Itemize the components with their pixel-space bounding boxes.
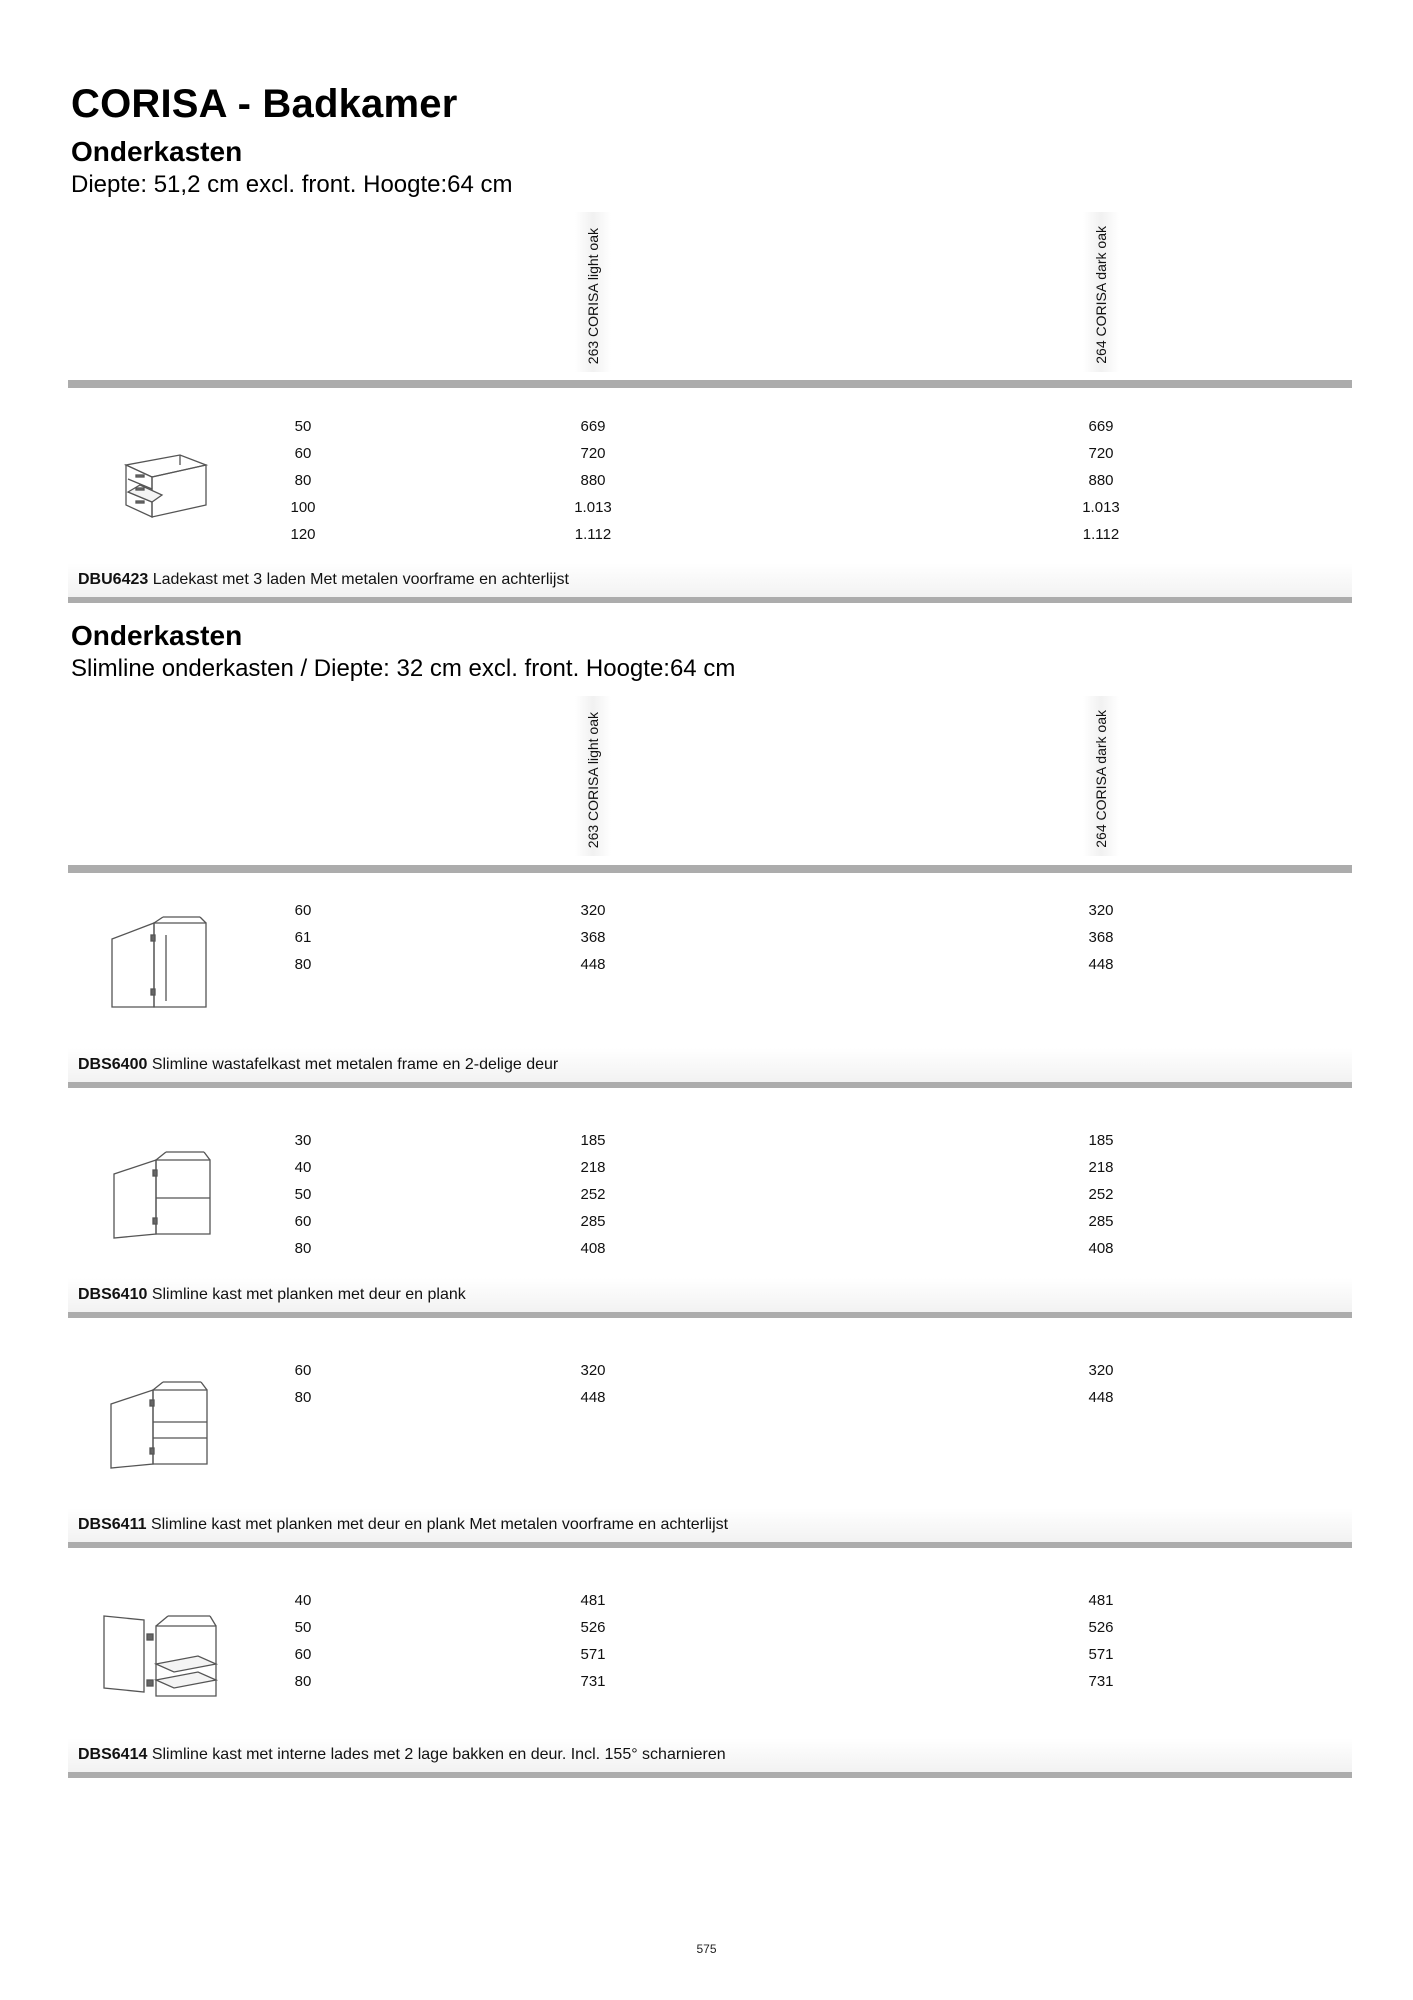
product-code: DBS6414	[78, 1746, 148, 1763]
price-list-light-oak	[553, 1357, 633, 1411]
size-list	[273, 1357, 333, 1411]
price-value: 571	[580, 1646, 606, 1663]
product-code: DBS6411	[78, 1516, 147, 1533]
price-value: 252	[1088, 1186, 1114, 1203]
price-value: 368	[580, 929, 606, 946]
product-label-band	[68, 1508, 1352, 1542]
size-list	[273, 1127, 333, 1262]
price-list-dark-oak	[1061, 897, 1141, 978]
product-description: Slimline kast met interne lades met 2 lage bakken en deur. Incl. 155° scharnieren	[151, 1746, 726, 1763]
size-value: 80	[294, 472, 312, 489]
section-2-header-rule	[68, 865, 1352, 873]
product-label-band	[68, 1278, 1352, 1312]
price-value: 218	[580, 1159, 606, 1176]
price-value: 408	[580, 1240, 606, 1257]
price-value: 408	[1088, 1240, 1114, 1257]
price-value: 1.013	[1082, 499, 1120, 516]
inner-drawer-cabinet-icon	[100, 1612, 225, 1702]
price-value: 185	[1088, 1132, 1114, 1149]
size-list	[273, 1587, 333, 1695]
shelf-cabinet-icon	[108, 1148, 218, 1243]
price-value: 448	[580, 1389, 606, 1406]
size-value: 30	[294, 1132, 312, 1149]
section-2-subtitle: Slimline onderkasten / Diepte: 32 cm excl. front. Hoogte:64 cm	[71, 655, 736, 682]
size-value: 80	[294, 1389, 312, 1406]
price-value: 526	[580, 1619, 606, 1636]
product-label	[78, 1516, 728, 1534]
price-value: 320	[1088, 1362, 1114, 1379]
size-value: 40	[294, 1159, 312, 1176]
price-list-dark-oak	[1061, 1587, 1141, 1695]
page-number: 575	[696, 1942, 717, 1956]
price-value: 720	[580, 445, 606, 462]
product-rule	[68, 597, 1352, 603]
price-value: 448	[580, 956, 606, 973]
price-list-light-oak	[553, 1127, 633, 1262]
price-value: 285	[580, 1213, 606, 1230]
product-rule	[68, 1312, 1352, 1318]
price-value: 481	[580, 1592, 606, 1609]
price-value: 669	[580, 418, 606, 435]
price-value: 218	[1088, 1159, 1114, 1176]
price-value: 285	[1088, 1213, 1114, 1230]
product-rule	[68, 1082, 1352, 1088]
product-label-band	[68, 1738, 1352, 1772]
price-value: 1.112	[574, 526, 612, 543]
product-label	[78, 571, 569, 589]
product-description: Slimline kast met planken met deur en plank Met metalen voorframe en achterlijst	[150, 1516, 729, 1533]
price-value: 252	[580, 1186, 606, 1203]
size-value: 60	[294, 902, 312, 919]
product-code: DBU6423	[78, 571, 149, 588]
page-title: CORISA - Badkamer	[71, 82, 458, 126]
price-list-dark-oak	[1061, 413, 1141, 548]
price-list-dark-oak	[1061, 1127, 1141, 1262]
size-value: 120	[290, 526, 316, 543]
size-value: 60	[294, 1213, 312, 1230]
product-description: Ladekast met 3 laden Met metalen voorframe en achterlijst	[152, 571, 569, 588]
price-value: 731	[1088, 1673, 1114, 1690]
product-description: Slimline wastafelkast met metalen frame en 2-delige deur	[151, 1056, 559, 1073]
price-value: 481	[1088, 1592, 1114, 1609]
size-value: 50	[294, 1619, 312, 1636]
product-label	[78, 1286, 466, 1304]
product-rule	[68, 1542, 1352, 1548]
product-label	[78, 1056, 558, 1074]
price-value: 720	[1088, 445, 1114, 462]
section-1-title: Onderkasten	[71, 136, 243, 167]
size-value: 60	[294, 1646, 312, 1663]
size-value: 50	[294, 1186, 312, 1203]
price-value: 1.013	[574, 499, 612, 516]
product-label	[78, 1746, 726, 1764]
product-label-band	[68, 563, 1352, 597]
size-value: 60	[294, 1362, 312, 1379]
size-value: 40	[294, 1592, 312, 1609]
product-code: DBS6400	[78, 1056, 148, 1073]
price-value: 185	[580, 1132, 606, 1149]
product-description: Slimline kast met planken met deur en plank	[151, 1286, 466, 1303]
section-1-header-rule	[68, 380, 1352, 388]
price-value: 320	[580, 1362, 606, 1379]
price-list-light-oak	[553, 413, 633, 548]
product-rule	[68, 1772, 1352, 1778]
size-value: 80	[294, 1240, 312, 1257]
column-header-dark-oak: 264 CORISA dark oak	[1083, 696, 1119, 856]
size-value: 50	[294, 418, 312, 435]
size-value: 80	[294, 1673, 312, 1690]
size-value: 61	[294, 929, 312, 946]
price-value: 669	[1088, 418, 1114, 435]
price-list-dark-oak	[1061, 1357, 1141, 1411]
size-value: 60	[294, 445, 312, 462]
column-header-dark-oak: 264 CORISA dark oak	[1083, 212, 1119, 372]
product-label-band	[68, 1048, 1352, 1082]
product-code: DBS6410	[78, 1286, 148, 1303]
price-list-light-oak	[553, 897, 633, 978]
price-value: 880	[580, 472, 606, 489]
size-list	[273, 897, 333, 978]
price-value: 320	[1088, 902, 1114, 919]
price-value: 448	[1088, 956, 1114, 973]
price-value: 1.112	[1082, 526, 1120, 543]
sink-cabinet-icon	[108, 915, 213, 1010]
price-value: 368	[1088, 929, 1114, 946]
price-list-light-oak	[553, 1587, 633, 1695]
price-value: 448	[1088, 1389, 1114, 1406]
size-value: 100	[290, 499, 316, 516]
size-value: 80	[294, 956, 312, 973]
section-2-title: Onderkasten	[71, 620, 243, 651]
column-header-light-oak: 263 CORISA light oak	[575, 212, 611, 372]
price-value: 526	[1088, 1619, 1114, 1636]
column-header-light-oak: 263 CORISA light oak	[575, 696, 611, 856]
price-value: 731	[580, 1673, 606, 1690]
shelf-cabinet-frame-icon	[105, 1378, 215, 1473]
section-1-subtitle: Diepte: 51,2 cm excl. front. Hoogte:64 cm	[71, 171, 513, 198]
size-list	[273, 413, 333, 548]
price-value: 571	[1088, 1646, 1114, 1663]
drawer-cabinet-icon	[118, 435, 218, 520]
price-value: 320	[580, 902, 606, 919]
price-value: 880	[1088, 472, 1114, 489]
